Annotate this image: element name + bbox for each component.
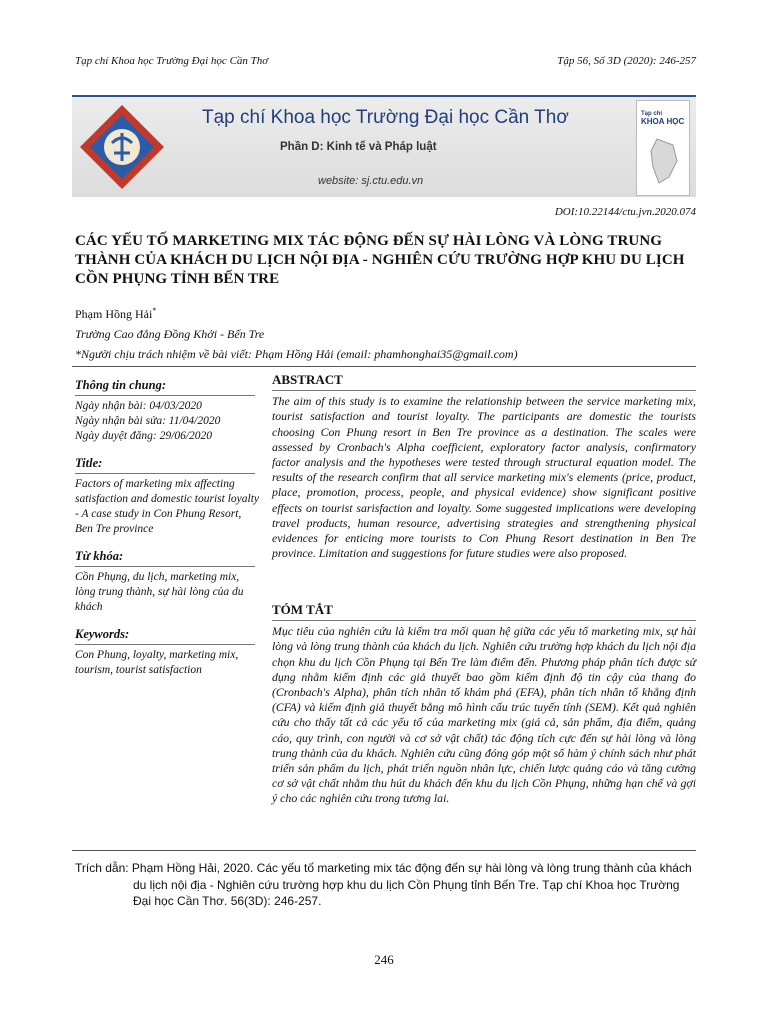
- journal-banner: [72, 95, 696, 197]
- sidebar-divider: [75, 644, 255, 645]
- tomtat-section: [272, 602, 696, 807]
- date-received: Ngày nhận bài: 04/03/2020: [75, 400, 202, 412]
- doi: DOI:10.22144/ctu.jvn.2020.074: [554, 206, 696, 218]
- banner-website: website: sj.ctu.edu.vn: [318, 175, 424, 187]
- tukhoa-heading: Từ khóa:: [75, 549, 124, 563]
- info-heading: Thông tin chung:: [75, 378, 167, 392]
- keywords-heading: Keywords:: [75, 627, 130, 641]
- date-accepted: Ngày duyệt đăng: 29/06/2020: [75, 430, 213, 442]
- tomtat-heading: TÓM TẮT: [272, 602, 333, 617]
- banner-title: Tạp chí Khoa học Trường Đại học Cần Thơ: [202, 107, 569, 128]
- abstract-heading: ABSTRACT: [272, 372, 343, 387]
- date-revised: Ngày nhận bài sửa: 11/04/2020: [75, 415, 221, 427]
- sidebar-divider: [75, 566, 255, 567]
- header-divider: [72, 366, 696, 367]
- author-name: Phạm Hồng Hải: [75, 307, 153, 321]
- corresponding-author: *Người chịu trách nhiệm về bài viết: Phạm Hồng Hải (email: phamhonghai35@gmail.com): [75, 347, 518, 361]
- citation: Trích dẫn: Phạm Hồng Hải, 2020. Các yếu tố marketing mix tác động đến sự hài lòng và lòng trung thành của khách du lịch nội địa - Nghiên cứu trường hợp khu du lịch Cồn Phụng tỉnh Bến Tre. Tạp chí Khoa học Trường Đại học Cần Thơ. 56(3D): 246-257.: [75, 861, 692, 908]
- keywords-text: Con Phung, loyalty, marketing mix, tourism, tourist satisfaction: [75, 649, 239, 676]
- author-line: [75, 306, 156, 322]
- tomtat-text: Mục tiêu của nghiên cứu là kiểm tra mối quan hệ giữa các yếu tố marketing mix, sự hài lòng và lòng trung thành của khách du lịch. Nghiên cứu trường hợp khách du lịch nội địa chọn khu du lịch Cồn Phụng tại Bến Tre làm điểm đến. Phương pháp phân tích được sử dụng nhằm kiểm định các giả thuyết bao gồm kiểm định độ tin cậy của thang đo (Cronbach's Alpha), phân tích nhân tố khám phá (EFA), phân tích nhân tố khẳng định (CFA) và kiểm định giả thuyết bằng mô hình cấu trúc tuyến tính (SEM). Kết quả nghiên cứu cho thấy tất cả các yếu tố của marketing mix (giá cả, sản phẩm, địa điểm, quảng cáo, quy trình, con người và cơ sở vật chất) tác động tích cực đến sự hài lòng và lòng trung thành của du khách. Nghiên cứu cũng đóng góp một số hàm ý chính sách như phát triển sản phẩm du lịch, phát triển nguồn nhân lực, chiến lược quảng cáo và tăng cường cơ sở vật chất nhằm thu hút du khách đến khu du lịch Cồn Phụng, những hạn chế và gợi ý cho các nghiên cứu trong tương lai.: [272, 624, 696, 806]
- abstract-section: [272, 372, 696, 561]
- cover-title: KHOA HỌC: [641, 117, 685, 126]
- english-title: Factors of marketing mix affecting satisfaction and domestic tourist loyalty - A case study in Con Phung Resort, Ben Tre province: [75, 478, 259, 535]
- sidebar-divider: [75, 473, 255, 474]
- sidebar-divider: [75, 395, 255, 396]
- cover-small-label: Tạp chí: [641, 111, 663, 117]
- title-heading: Title:: [75, 456, 103, 470]
- abstract-text: The aim of this study is to examine the relationship between the service marketing mix, tourist satisfaction and tourist loyalty. The participants are domestic the tourists choosing Con Phung resort in Ben Tre province as a destination. The scales were assessed by Cronbach's Alpha coefficient, exploratory factor analysis, confirmatory factor analysis and the hypotheses were tested through structural equation model. The results of the research confirm that all service marketing mix's elements (price, product, place, promotion, process, people, and physical evidence) show significant positive effects on tourist sarisfaction and loyalty. Some suggested implications were developing travel products, human resource, advertising strategies and strengthening physical evidences for enticing more tourists to Con Phung Resort destination in Ben Tre province. Limitation and suggestions for future studies were also proposed.: [272, 394, 696, 561]
- running-header-volume: Tập 56, Số 3D (2020): 246-257: [557, 55, 696, 67]
- paper-title: CÁC YẾU TỐ MARKETING MIX TÁC ĐỘNG ĐẾN SỰ HÀI LÒNG VÀ LÒNG TRUNG THÀNH CỦA KHÁCH DU LỊCH NỘI ĐỊA - NGHIÊN CỨU TRƯỜNG HỢP KHU DU LỊCH CỒN PHỤNG TỈNH BẾN TRE: [75, 233, 685, 287]
- map-icon: [647, 137, 681, 187]
- article-info-sidebar: [75, 378, 260, 678]
- page-number: 246: [374, 952, 394, 967]
- author-mark: *: [152, 306, 157, 315]
- banner-subtitle: Phần D: Kinh tế và Pháp luật: [280, 141, 437, 153]
- tukhoa-text: Cồn Phụng, du lịch, marketing mix, lòng trung thành, sự hài lòng của du khách: [75, 571, 244, 613]
- abstract-divider: [272, 390, 696, 391]
- tomtat-divider: [272, 620, 696, 621]
- university-logo-icon: [78, 103, 166, 191]
- author-affiliation: Trường Cao đẳng Đồng Khởi - Bến Tre: [75, 327, 265, 341]
- running-header-journal: Tạp chí Khoa học Trường Đại học Cần Thơ: [75, 55, 269, 67]
- citation-divider: [72, 850, 696, 851]
- journal-cover-image: [636, 100, 690, 196]
